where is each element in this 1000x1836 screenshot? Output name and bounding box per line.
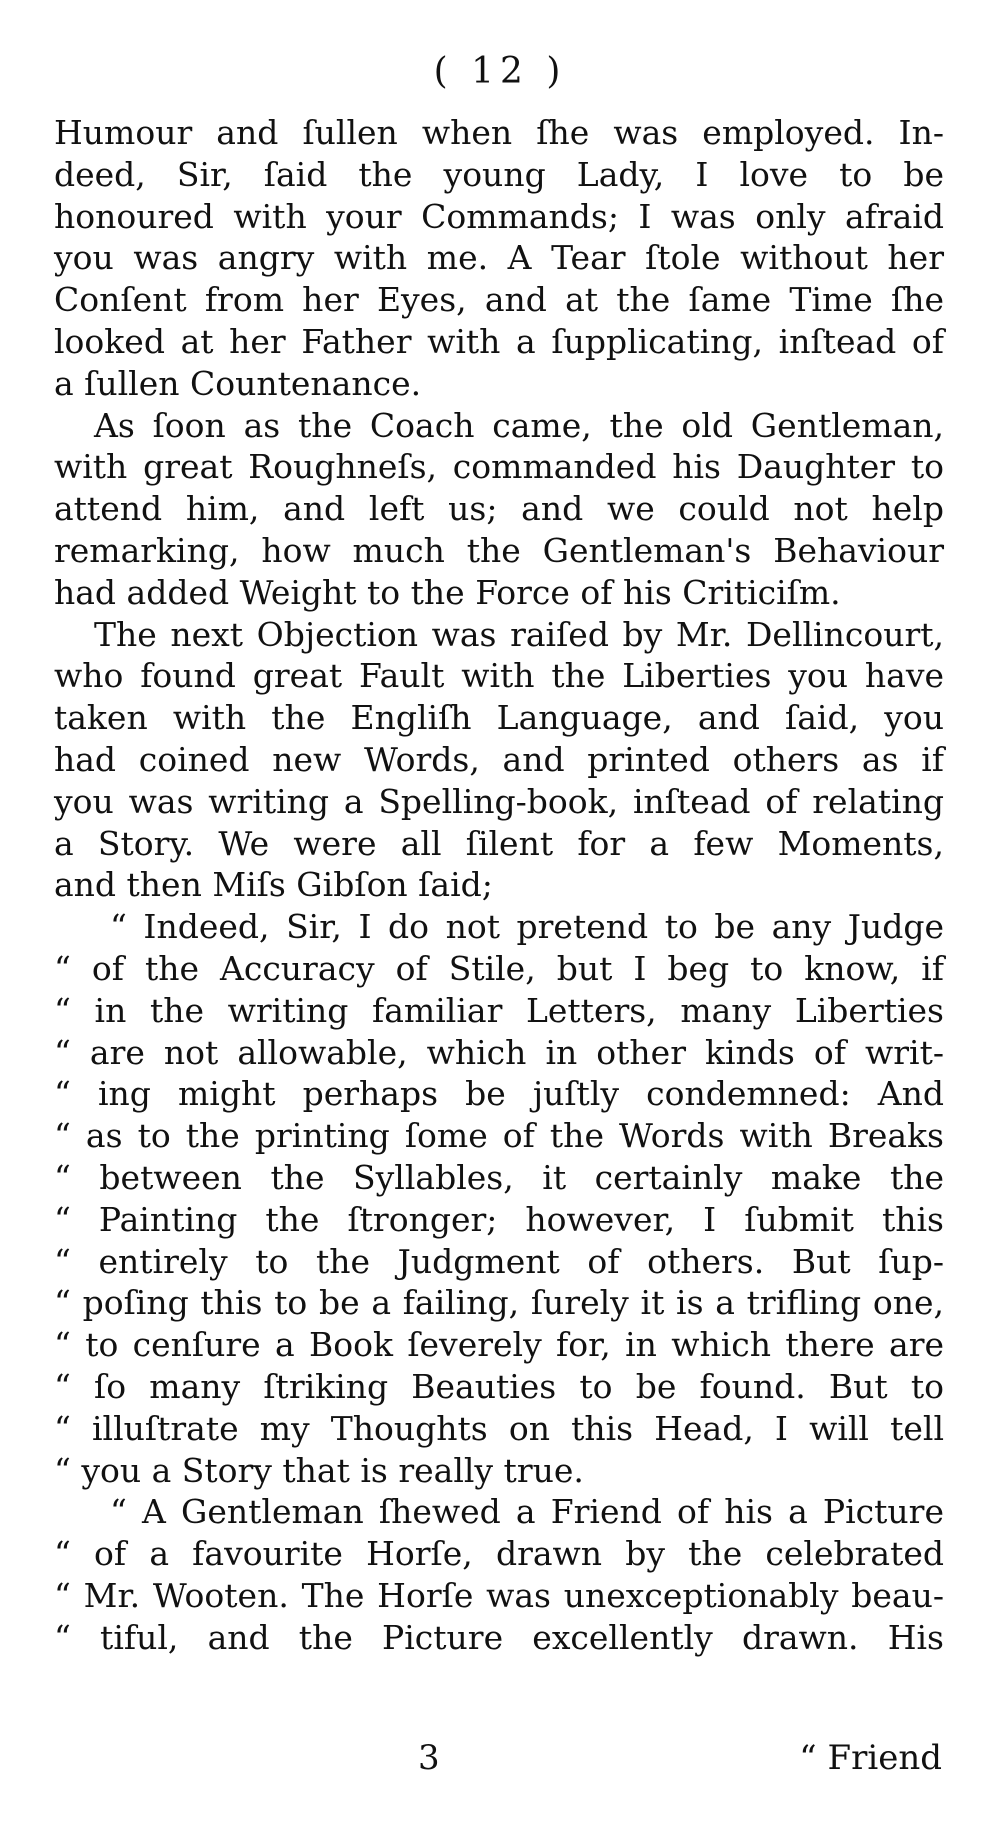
text-line: you was angry with me. A Tear ſtole without her xyxy=(54,238,944,278)
text-line: “ you a Story that is really true. xyxy=(54,1450,584,1490)
text-line: “ tiful, and the Picture excellently drawn. His xyxy=(54,1617,944,1657)
text-line: “ of the Accuracy of Stile, but I beg to know, if xyxy=(54,948,944,988)
text-line: “ in the writing familiar Letters, many Liberties xyxy=(54,990,944,1030)
text-line: who found great Fault with the Liberties you have xyxy=(54,656,944,696)
text-line: “ Mr. Wooten. The Horſe was unexceptionably beau- xyxy=(54,1575,944,1615)
text-line: “ of a favourite Horſe, drawn by the celebrated xyxy=(54,1534,944,1574)
text-line: had coined new Words, and printed others as if xyxy=(54,739,944,779)
catchword: “ Friend xyxy=(799,1738,942,1778)
text-line: “ poſing this to be a failing, ſurely it is a trifling one, xyxy=(54,1283,944,1323)
signature-mark: 3 xyxy=(418,1738,440,1778)
text-line: “ illuſtrate my Thoughts on this Head, I will tell xyxy=(54,1408,944,1448)
text-line: Conſent from her Eyes, and at the ſame Time ſhe xyxy=(54,280,944,320)
text-line: taken with the Engliſh Language, and ſaid, you xyxy=(54,698,944,738)
text-line: a ſullen Countenance. xyxy=(54,363,422,403)
text-line: “ ſo many ſtriking Beauties to be found. But to xyxy=(54,1366,944,1406)
text-line: had added Weight to the Force of his Criticiſm. xyxy=(54,572,841,612)
text-line: “ as to the printing ſome of the Words with Breaks xyxy=(54,1116,944,1156)
text-line: Humour and ſullen when ſhe was employed. In- xyxy=(54,113,944,152)
text-line: “ to cenſure a Book ſeverely for, in which there are xyxy=(54,1325,944,1365)
text-line: As ſoon as the Coach came, the old Gentleman, xyxy=(94,405,944,445)
text-line: honoured with your Commands; I was only afraid xyxy=(54,196,944,236)
text-line: looked at her Father with a ſupplicating, inſtead of xyxy=(54,321,944,361)
text-line: “ A Gentleman ſhewed a Friend of his a Picture xyxy=(110,1492,944,1532)
footer-line xyxy=(0,1738,1000,1788)
text-line: you was writing a Spelling-book, inſtead of relating xyxy=(54,781,944,821)
text-line: deed, Sir, ſaid the young Lady, I love to be xyxy=(54,154,944,194)
text-line: “ Painting the ſtronger; however, I ſubmit this xyxy=(54,1199,944,1239)
page-number: ( 12 ) xyxy=(433,51,567,92)
text-line: and then Miſs Gibſon ſaid; xyxy=(54,865,493,905)
text-line: remarking, how much the Gentleman's Behaviour xyxy=(54,530,944,570)
text-line: The next Objection was raiſed by Mr. Dellincourt, xyxy=(94,614,944,654)
text-line: “ ing might perhaps be juſtly condemned: And xyxy=(54,1074,944,1114)
text-line: “ entirely to the Judgment of others. But ſup- xyxy=(54,1241,944,1281)
text-line: “ between the Syllables, it certainly make the xyxy=(54,1157,944,1197)
text-line: a Story. We were all ſilent for a few Moments, xyxy=(54,823,944,863)
text-line: “ Indeed, Sir, I do not pretend to be any Judge xyxy=(110,907,944,947)
text-line: “ are not allowable, which in other kinds of writ- xyxy=(54,1032,944,1072)
body-text xyxy=(54,112,944,1658)
text-line: with great Roughneſs, commanded his Daughter to xyxy=(54,447,944,487)
text-line: attend him, and left us; and we could not help xyxy=(54,489,944,529)
